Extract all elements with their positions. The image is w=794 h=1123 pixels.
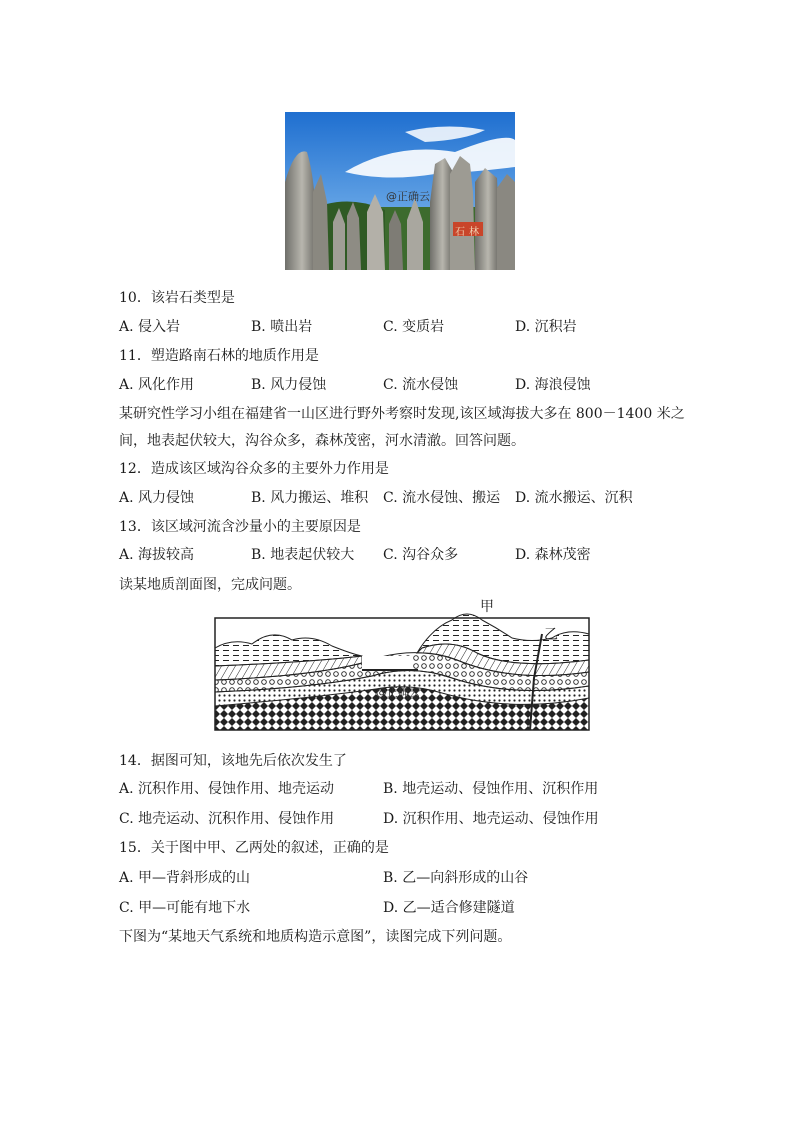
label-yi: 乙 (544, 627, 558, 643)
q10-option-d: D. 沉积岩 (515, 319, 577, 335)
q10-option-c: C. 变质岩 (383, 319, 445, 335)
q12-option-b: B. 风力搬运、堆积 (251, 490, 369, 506)
sign-text: 石林 (455, 227, 483, 238)
q11-option-d: D. 海浪侵蚀 (515, 377, 591, 393)
q12-option-c: C. 流水侵蚀、搬运 (383, 490, 501, 506)
next-figure-intro: 下图为“某地天气系统和地质构造示意图”，读图完成下列问题。 (119, 929, 512, 945)
q12-stem: 12．造成该区域沟谷众多的主要外力作用是 (119, 461, 389, 477)
q14-option-b: B. 地壳运动、侵蚀作用、沉积作用 (383, 781, 599, 797)
q14-option-d: D. 沉积作用、地壳运动、侵蚀作用 (383, 811, 599, 827)
q13-option-d: D. 森林茂密 (515, 547, 591, 563)
q12-option-d: D. 流水搬运、沉积 (515, 490, 633, 506)
q11-option-b: B. 风力侵蚀 (251, 377, 327, 393)
q13-option-a: A. 海拔较高 (119, 547, 195, 563)
q15-option-a: A. 甲—背斜形成的山 (119, 870, 251, 886)
geologic-section-diagram (212, 598, 592, 734)
diagram-intro: 读某地质剖面图，完成问题。 (119, 577, 301, 593)
q11-stem: 11．塑造路南石林的地质作用是 (119, 348, 319, 364)
q14-option-c: C. 地壳运动、沉积作用、侵蚀作用 (119, 811, 335, 827)
q15-option-d: D. 乙—适合修建隧道 (383, 900, 515, 916)
q15-option-c: C. 甲—可能有地下水 (119, 900, 251, 916)
passage-line-1: 某研究性学习小组在福建省一山区进行野外考察时发现,该区域海拔大多在 800－1400 米之 (119, 406, 685, 422)
q11-option-a: A. 风化作用 (119, 377, 195, 393)
q10-stem: 10．该岩石类型是 (119, 290, 235, 306)
q14-option-a: A. 沉积作用、侵蚀作用、地壳运动 (119, 781, 335, 797)
q12-option-a: A. 风力侵蚀 (119, 490, 195, 506)
q14-stem: 14．据图可知，该地先后依次发生了 (119, 753, 347, 769)
q10-option-a: A. 侵入岩 (119, 319, 181, 335)
passage-line-2: 间，地表起伏较大，沟谷众多，森林茂密，河水清澈。回答问题。 (119, 433, 525, 449)
q13-option-c: C. 沟谷众多 (383, 547, 459, 563)
diagram-watermark: @正确云 (376, 686, 420, 699)
q10-option-b: B. 喷出岩 (251, 319, 313, 335)
q13-stem: 13．该区域河流含沙量小的主要原因是 (119, 519, 361, 535)
q11-option-c: C. 流水侵蚀 (383, 377, 459, 393)
label-jia: 甲 (480, 599, 494, 615)
stone-forest-photo (285, 112, 515, 270)
photo-watermark: @正确云 (386, 190, 430, 203)
q15-stem: 15．关于图中甲、乙两处的叙述，正确的是 (119, 840, 389, 856)
q13-option-b: B. 地表起伏较大 (251, 547, 355, 563)
q15-option-b: B. 乙—向斜形成的山谷 (383, 870, 529, 886)
